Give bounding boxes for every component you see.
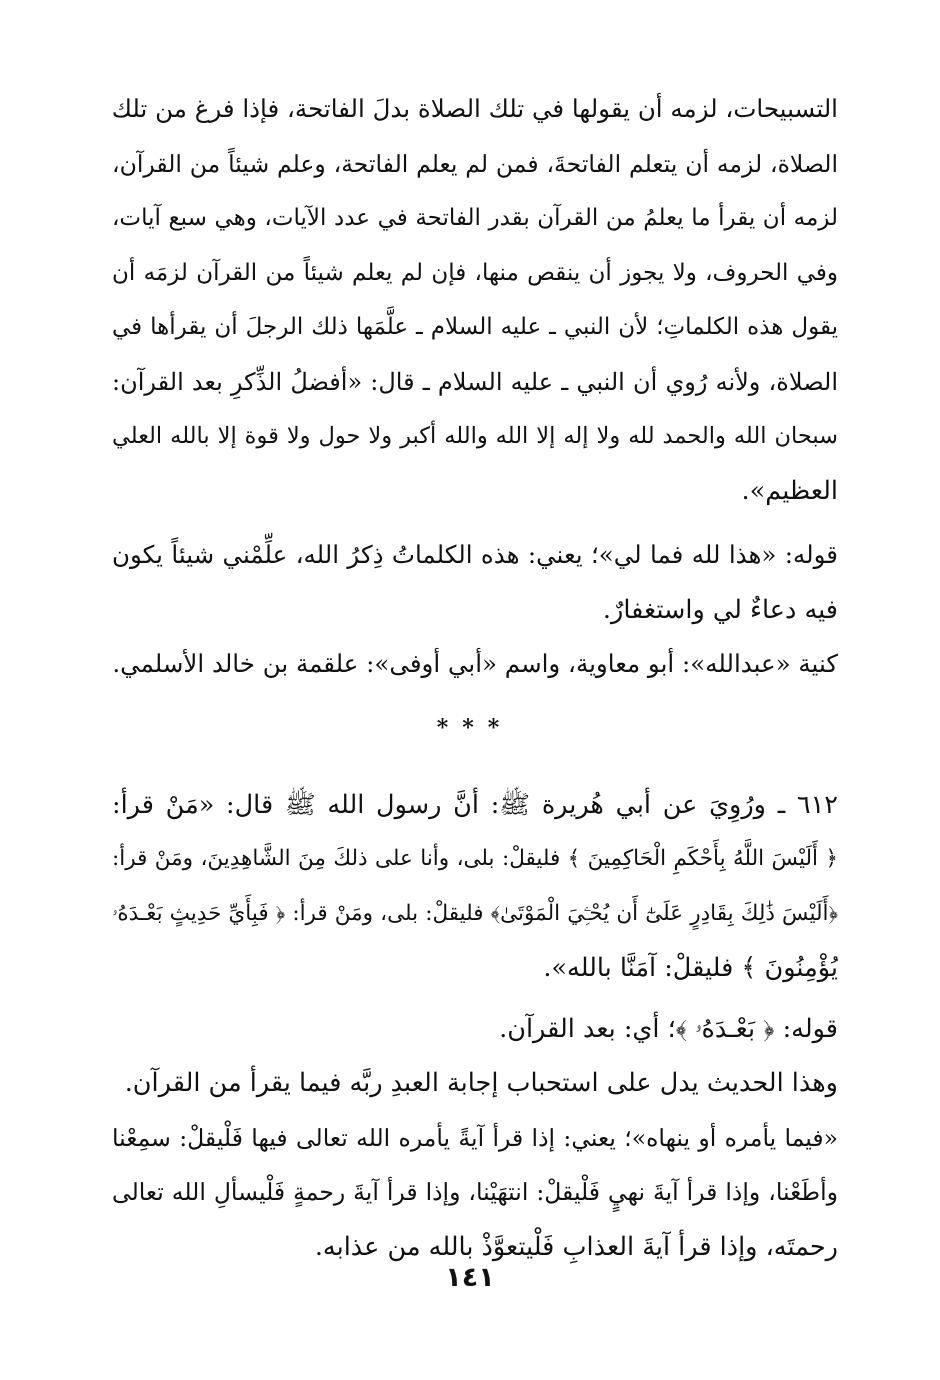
text-line: العظيم». [741, 475, 838, 506]
paragraph-gap [112, 518, 838, 528]
text-line: لزمه أن يقرأ ما يعلمُ من القرآن بقدر الفاتحة في عدد الآيات، وهي سبع آيات، [112, 205, 838, 231]
text-line: الصلاة، لزمه أن يتعلم الفاتحةَ، فمن لم يعلم الفاتحة، وعلم شيئاً من القرآن، [112, 149, 838, 178]
hadith-block [112, 778, 838, 996]
text-line: وأطَعْنا، وإذا قرأ آيةَ نهيٍ فَلْيقلْ: انتهَيْنا، وإذا قرأ آيةَ رحمةٍ فَلْيسألِ الله تعالى [112, 1178, 838, 1206]
text-line: فيه دعاءٌ لي واستغفارٌ. [602, 594, 838, 625]
text-line: التسبيحات، لزمه أن يقولها في تلك الصلاة بدلَ الفاتحة، فإذا فرغ من تلك [112, 94, 838, 123]
page-number: ١٤١ [445, 1262, 495, 1293]
text-line: وهذا الحديث يدل على استحباب إجابة العبدِ ربَّه فيما يقرأ من القرآن. [124, 1068, 838, 1098]
text-line: قوله: «هذا لله فما لي»؛ يعني: هذه الكلماتُ ذِكرُ الله، علِّمْني شيئاً يكون [112, 540, 838, 569]
text-line: كنية «عبدالله»: أبو معاوية، واسم «أبي أوفى»: علقمة بن خالد الأسلمي. [112, 649, 838, 678]
text-line: الصلاة، ولأنه رُوي أن النبي ـ عليه السلام ـ قال: «أفضلُ الذِّكرِ بعد القرآن: [112, 367, 838, 396]
text-line: قوله: ﴿ بَعْـدَهُۥ ﴾؛ أي: بعد القرآن. [499, 1013, 838, 1044]
paragraph-1 [112, 82, 838, 518]
text-line: «فيما يأمره أو ينهاه»؛ يعني: إذا قرأ آيةً يأمره الله تعالى فيها فَلْيقلْ: سمِعْنا [112, 1123, 838, 1152]
text-line: سبحان الله والحمد لله ولا إله إلا الله والله أكبر ولا حول ولا قوة إلا بالله العلي [112, 423, 838, 449]
page-body [112, 82, 838, 1274]
paragraph-3 [112, 637, 838, 692]
text-line: وفي الحروف، ولا يجوز أن ينقص منها، فإن لم يعلم شيئاً من القرآن لزمَه أن [112, 259, 838, 286]
text-line: يقول هذه الكلماتِ؛ لأن النبي ـ عليه السلام ـ علَّمَها ذلك الرجلَ أن يقرأها في [112, 314, 838, 340]
text-line: ﴿ أَلَيْسَ اللَّهُ بِأَحْكَمِ الْحَاكِمِينَ ﴾ فليقلْ: بلى، وأنا على ذلكَ مِنَ الشَّاهِدِينَ، ومَنْ قرأ: [112, 846, 838, 871]
text-line: ٦١٢ ـ ورُوِيَ عن أبي هُريرة ﷺ: أنَّ رسول الله ﷺ قال: «مَنْ قرأ: [112, 789, 838, 820]
text-line: يُؤْمِنُونَ ﴾ فليقلْ: آمَنَّا بالله». [543, 953, 838, 983]
paragraph-2 [112, 528, 838, 637]
section-separator: *** [436, 714, 514, 741]
paragraph-5 [112, 1056, 838, 1111]
paragraph-6 [112, 1111, 838, 1275]
paragraph-4 [112, 1002, 838, 1057]
text-line: ﴿أَلَيْسَ ذَٰلِكَ بِقَادِرٍ عَلَىٰٓ أَن يُحْـِۧيَ الْمَوْتَىٰ﴾ فليقلْ: بلى، ومَنْ قرأ: ﴿ فَبِأَيِّ حَدِيثٍ بَعْـدَهُۥ [112, 900, 838, 926]
text-line: رحمتَه، وإذا قرأ آيةَ العذابِ فَلْيتعوَّذْ بالله من عذابه. [314, 1231, 838, 1262]
